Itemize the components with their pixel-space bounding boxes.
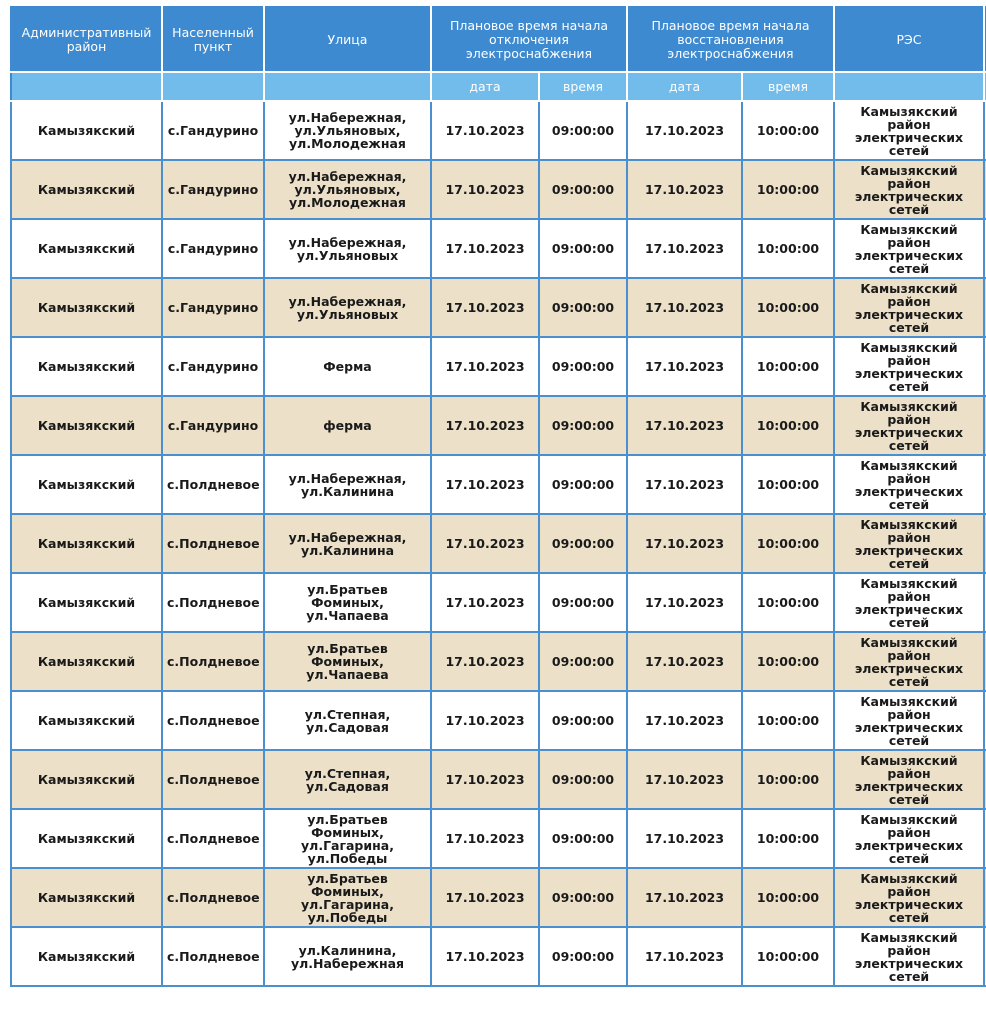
cell-res: Камызякский район электрических сетей — [834, 278, 984, 337]
cell-res: Камызякский район электрических сетей — [834, 455, 984, 514]
cell-off-time: 09:00:00 — [539, 514, 627, 573]
cell-on-time: 10:00:00 — [742, 278, 834, 337]
cell-off-date: 17.10.2023 — [431, 927, 539, 986]
cell-district: Камызякский — [11, 691, 162, 750]
cell-res: Камызякский район электрических сетей — [834, 219, 984, 278]
cell-off-date: 17.10.2023 — [431, 219, 539, 278]
cell-off-date: 17.10.2023 — [431, 278, 539, 337]
cell-settlement: с.Полдневое — [162, 573, 264, 632]
cell-on-date: 17.10.2023 — [627, 927, 742, 986]
cell-off-time: 09:00:00 — [539, 455, 627, 514]
cell-on-date: 17.10.2023 — [627, 219, 742, 278]
cell-district: Камызякский — [11, 396, 162, 455]
header-row — [11, 7, 986, 72]
outage-table — [10, 6, 986, 987]
table-row — [11, 632, 986, 691]
cell-district: Камызякский — [11, 750, 162, 809]
header-off-time: Плановое время начала отключения электроснабжения — [431, 7, 627, 72]
cell-off-date: 17.10.2023 — [431, 514, 539, 573]
table-row — [11, 160, 986, 219]
cell-district: Камызякский — [11, 514, 162, 573]
subheader-off-date: дата — [431, 72, 539, 101]
cell-on-date: 17.10.2023 — [627, 691, 742, 750]
cell-district: Камызякский — [11, 927, 162, 986]
cell-res: Камызякский район электрических сетей — [834, 160, 984, 219]
cell-street: ул.Набережная, ул.Калинина — [264, 455, 431, 514]
cell-settlement: с.Полдневое — [162, 750, 264, 809]
cell-off-date: 17.10.2023 — [431, 868, 539, 927]
table-row — [11, 101, 986, 160]
cell-res: Камызякский район электрических сетей — [834, 337, 984, 396]
cell-on-date: 17.10.2023 — [627, 101, 742, 160]
cell-on-time: 10:00:00 — [742, 691, 834, 750]
subheader-empty — [162, 72, 264, 101]
cell-street: ул.Братьев Фоминых, ул.Чапаева — [264, 632, 431, 691]
cell-off-date: 17.10.2023 — [431, 573, 539, 632]
header-on-time: Плановое время начала восстановления электроснабжения — [627, 7, 834, 72]
cell-off-date: 17.10.2023 — [431, 750, 539, 809]
cell-settlement: с.Полдневое — [162, 514, 264, 573]
subheader-on-time: время — [742, 72, 834, 101]
cell-on-time: 10:00:00 — [742, 573, 834, 632]
subheader-row — [11, 72, 986, 101]
cell-off-time: 09:00:00 — [539, 632, 627, 691]
cell-on-date: 17.10.2023 — [627, 868, 742, 927]
cell-settlement: с.Гандурино — [162, 160, 264, 219]
cell-street: ул.Степная, ул.Садовая — [264, 750, 431, 809]
cell-settlement: с.Полдневое — [162, 632, 264, 691]
cell-street: ферма — [264, 396, 431, 455]
cell-district: Камызякский — [11, 337, 162, 396]
cell-off-date: 17.10.2023 — [431, 101, 539, 160]
cell-off-date: 17.10.2023 — [431, 160, 539, 219]
cell-settlement: с.Полдневое — [162, 927, 264, 986]
cell-off-time: 09:00:00 — [539, 160, 627, 219]
cell-street: ул.Набережная, ул.Ульяновых, ул.Молодежная — [264, 160, 431, 219]
cell-district: Камызякский — [11, 632, 162, 691]
cell-settlement: с.Полдневое — [162, 455, 264, 514]
cell-on-date: 17.10.2023 — [627, 278, 742, 337]
cell-district: Камызякский — [11, 809, 162, 868]
cell-street: ул.Набережная, ул.Ульяновых — [264, 278, 431, 337]
cell-res: Камызякский район электрических сетей — [834, 927, 984, 986]
cell-res: Камызякский район электрических сетей — [834, 691, 984, 750]
cell-settlement: с.Полдневое — [162, 809, 264, 868]
cell-on-time: 10:00:00 — [742, 337, 834, 396]
cell-street: ул.Набережная, ул.Ульяновых — [264, 219, 431, 278]
cell-district: Камызякский — [11, 868, 162, 927]
cell-street: ул.Степная, ул.Садовая — [264, 691, 431, 750]
cell-on-time: 10:00:00 — [742, 219, 834, 278]
table-row — [11, 691, 986, 750]
table-row — [11, 455, 986, 514]
header-district: Административный район — [11, 7, 162, 72]
subheader-empty — [264, 72, 431, 101]
subheader-off-time: время — [539, 72, 627, 101]
cell-settlement: с.Гандурино — [162, 278, 264, 337]
cell-off-date: 17.10.2023 — [431, 337, 539, 396]
cell-street: ул.Калинина, ул.Набережная — [264, 927, 431, 986]
cell-on-time: 10:00:00 — [742, 514, 834, 573]
cell-on-date: 17.10.2023 — [627, 514, 742, 573]
cell-district: Камызякский — [11, 455, 162, 514]
cell-off-time: 09:00:00 — [539, 927, 627, 986]
cell-on-date: 17.10.2023 — [627, 573, 742, 632]
cell-on-time: 10:00:00 — [742, 750, 834, 809]
cell-res: Камызякский район электрических сетей — [834, 573, 984, 632]
table-row — [11, 514, 986, 573]
cell-res: Камызякский район электрических сетей — [834, 750, 984, 809]
header-res: РЭС — [834, 7, 984, 72]
cell-street: ул.Набережная, ул.Калинина — [264, 514, 431, 573]
subheader-empty — [11, 72, 162, 101]
cell-district: Камызякский — [11, 278, 162, 337]
cell-on-date: 17.10.2023 — [627, 809, 742, 868]
cell-off-time: 09:00:00 — [539, 809, 627, 868]
cell-off-time: 09:00:00 — [539, 278, 627, 337]
cell-settlement: с.Полдневое — [162, 691, 264, 750]
table-row — [11, 868, 986, 927]
header-street: Улица — [264, 7, 431, 72]
cell-on-time: 10:00:00 — [742, 455, 834, 514]
cell-off-time: 09:00:00 — [539, 691, 627, 750]
subheader-on-date: дата — [627, 72, 742, 101]
table-row — [11, 396, 986, 455]
outage-table-container — [10, 6, 986, 987]
cell-district: Камызякский — [11, 101, 162, 160]
cell-on-time: 10:00:00 — [742, 160, 834, 219]
cell-district: Камызякский — [11, 219, 162, 278]
cell-off-time: 09:00:00 — [539, 101, 627, 160]
cell-street: ул.Братьев Фоминых, ул.Гагарина, ул.Победы — [264, 868, 431, 927]
cell-off-date: 17.10.2023 — [431, 632, 539, 691]
cell-street: ул.Набережная, ул.Ульяновых, ул.Молодежная — [264, 101, 431, 160]
table-row — [11, 219, 986, 278]
cell-off-time: 09:00:00 — [539, 750, 627, 809]
cell-off-time: 09:00:00 — [539, 219, 627, 278]
cell-res: Камызякский район электрических сетей — [834, 632, 984, 691]
header-settlement: Населенный пункт — [162, 7, 264, 72]
subheader-empty — [834, 72, 984, 101]
cell-res: Камызякский район электрических сетей — [834, 514, 984, 573]
table-row — [11, 573, 986, 632]
cell-on-date: 17.10.2023 — [627, 337, 742, 396]
table-row — [11, 337, 986, 396]
cell-on-time: 10:00:00 — [742, 927, 834, 986]
cell-street: ул.Братьев Фоминых, ул.Гагарина, ул.Победы — [264, 809, 431, 868]
cell-street: Ферма — [264, 337, 431, 396]
cell-res: Камызякский район электрических сетей — [834, 396, 984, 455]
cell-off-date: 17.10.2023 — [431, 455, 539, 514]
cell-off-time: 09:00:00 — [539, 396, 627, 455]
cell-district: Камызякский — [11, 573, 162, 632]
cell-off-time: 09:00:00 — [539, 573, 627, 632]
cell-on-time: 10:00:00 — [742, 868, 834, 927]
cell-res: Камызякский район электрических сетей — [834, 101, 984, 160]
cell-off-date: 17.10.2023 — [431, 396, 539, 455]
cell-settlement: с.Гандурино — [162, 219, 264, 278]
table-row — [11, 927, 986, 986]
cell-off-date: 17.10.2023 — [431, 809, 539, 868]
cell-district: Камызякский — [11, 160, 162, 219]
cell-settlement: с.Гандурино — [162, 396, 264, 455]
cell-settlement: с.Гандурино — [162, 101, 264, 160]
cell-off-time: 09:00:00 — [539, 868, 627, 927]
cell-res: Камызякский район электрических сетей — [834, 868, 984, 927]
cell-on-time: 10:00:00 — [742, 396, 834, 455]
cell-off-date: 17.10.2023 — [431, 691, 539, 750]
cell-settlement: с.Гандурино — [162, 337, 264, 396]
cell-on-date: 17.10.2023 — [627, 455, 742, 514]
cell-on-time: 10:00:00 — [742, 632, 834, 691]
cell-settlement: с.Полдневое — [162, 868, 264, 927]
table-row — [11, 278, 986, 337]
cell-on-date: 17.10.2023 — [627, 160, 742, 219]
cell-on-time: 10:00:00 — [742, 809, 834, 868]
cell-on-date: 17.10.2023 — [627, 396, 742, 455]
cell-street: ул.Братьев Фоминых, ул.Чапаева — [264, 573, 431, 632]
cell-on-date: 17.10.2023 — [627, 632, 742, 691]
cell-off-time: 09:00:00 — [539, 337, 627, 396]
cell-res: Камызякский район электрических сетей — [834, 809, 984, 868]
table-row — [11, 809, 986, 868]
table-row — [11, 750, 986, 809]
cell-on-date: 17.10.2023 — [627, 750, 742, 809]
cell-on-time: 10:00:00 — [742, 101, 834, 160]
